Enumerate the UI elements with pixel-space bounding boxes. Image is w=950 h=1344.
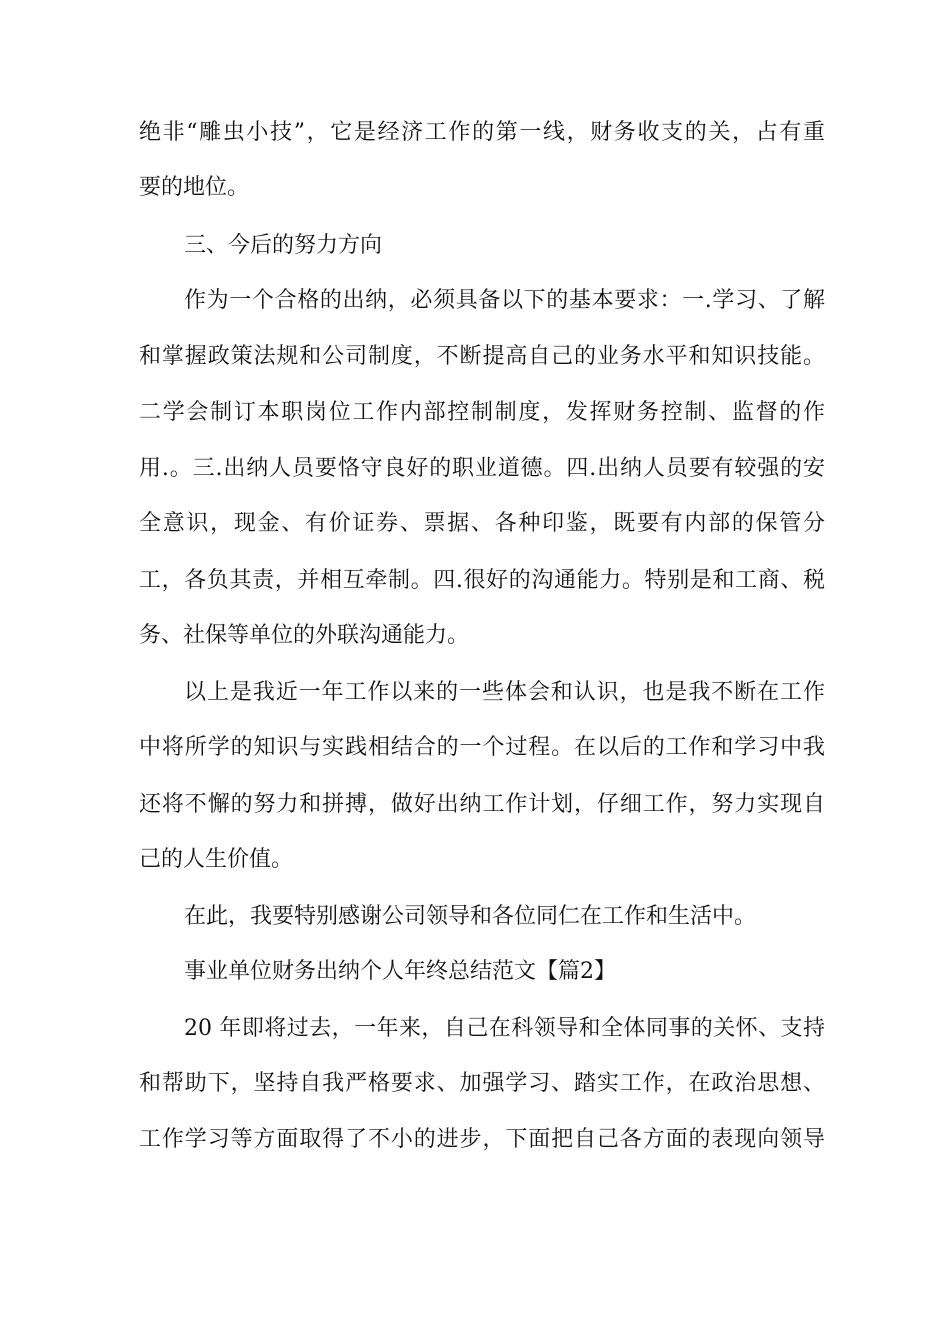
body-text-line: 作为一个合格的出纳，必须具备以下的基本要求：一.学习、了解 [184,288,825,313]
body-text-line: 和掌握政策法规和公司制度，不断提高自己的业务水平和知识技能。 [139,344,825,369]
body-text-line: 工，各负其责，并相互牵制。四.很好的沟通能力。特别是和工商、税 [139,568,825,593]
section-heading: 三、今后的努力方向 [184,233,383,258]
article-title: 事业单位财务出纳个人年终总结范文【篇2】 [184,959,616,984]
body-text-line: 和帮助下，坚持自我严格要求、加强学习、踏实工作，在政治思想、 [139,1071,825,1096]
body-text-line: 中将所学的知识与实践相结合的一个过程。在以后的工作和学习中我 [139,735,825,760]
body-text-line: 全意识，现金、有价证券、票据、各种印鉴，既要有内部的保管分 [139,511,825,536]
body-text-line: 要的地位。 [139,175,250,200]
body-text-line: 在此，我要特别感谢公司领导和各位同仁在工作和生活中。 [184,904,757,929]
body-text-line: 己的人生价值。 [139,847,294,872]
body-text-line: 用.。三.出纳人员要恪守良好的职业道德。四.出纳人员要有较强的安 [139,456,825,481]
body-text-line: 务、社保等单位的外联沟通能力。 [139,623,470,648]
body-text-line: 绝非“雕虫小技”，它是经济工作的第一线，财务收支的关，占有重 [139,120,825,145]
body-text-line: 还将不懈的努力和拼搏，做好出纳工作计划，仔细工作，努力实现自 [139,792,825,817]
body-text-line: 20 年即将过去，一年来，自己在科领导和全体同事的关怀、支持 [184,1016,825,1041]
body-text-line: 二学会制订本职岗位工作内部控制制度，发挥财务控制、监督的作 [139,400,825,425]
body-text-line: 工作学习等方面取得了不小的进步，下面把自己各方面的表现向领导 [139,1127,825,1152]
body-text-line: 以上是我近一年工作以来的一些体会和认识，也是我不断在工作 [184,680,825,705]
